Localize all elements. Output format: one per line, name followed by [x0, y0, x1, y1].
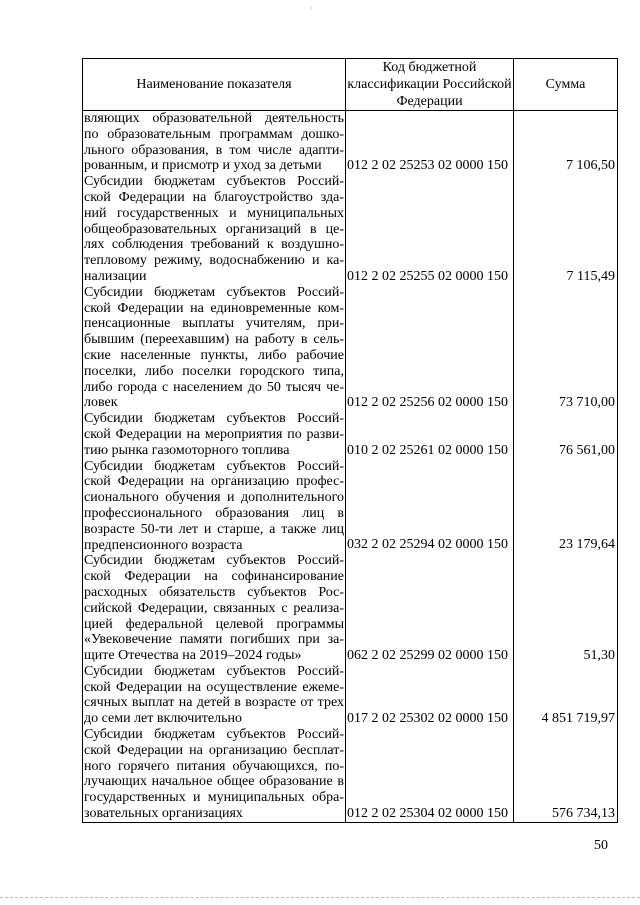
indicator-name [83, 459, 346, 554]
indicator-name-line: Субсидии бюджетам субъектов Россий- [84, 553, 344, 569]
indicator-name-line: рованным, и присмотр и уход за детьми [84, 158, 322, 174]
indicator-name-line: поселки, либо поселки городского типа, [84, 363, 344, 379]
indicator-name-line: ской Федерации на благоустройство зда- [84, 189, 344, 205]
table-row [83, 727, 618, 822]
indicator-name-line: ские населенные пункты, либо рабочие [84, 347, 344, 363]
indicator-name-line: профессионального образования лиц в [84, 505, 344, 521]
indicator-name-line: цией федеральной целевой программы [84, 616, 344, 632]
indicator-name-line: ской Федерации на организацию бесплат- [84, 742, 344, 758]
budget-code: 012 2 02 25256 02 0000 150 [346, 285, 514, 411]
indicator-name-line: тепловому режиму, водоснабжению и ка- [84, 253, 344, 269]
budget-code: 017 2 02 25302 02 0000 150 [346, 664, 514, 727]
header-code: Код бюджетной классификации Российской Федерации [347, 60, 512, 109]
indicator-name-line: зовательных организациях [84, 806, 243, 822]
header-name: Наименование показателя [83, 59, 346, 111]
bottom-rule [0, 897, 640, 899]
indicator-name-line: Субсидии бюджетам субъектов Россий- [84, 663, 344, 679]
indicator-name-line: до семи лет включительно [84, 711, 242, 727]
header-sum: Сумма [514, 59, 618, 111]
amount: 4 851 719,97 [514, 664, 618, 727]
amount: 7 115,49 [514, 174, 618, 285]
table-row [83, 285, 618, 411]
amount: 576 734,13 [514, 727, 618, 822]
indicator-name-line: ловек [84, 395, 118, 411]
indicator-name [83, 411, 346, 458]
indicator-name-line: тию рынка газомоторного топлива [84, 442, 290, 458]
indicator-name [83, 174, 346, 285]
indicator-name-line: сячных выплат на детей в возрасте от трех [84, 695, 344, 711]
table-row [83, 411, 618, 458]
indicator-name [83, 285, 346, 411]
indicator-name-line: сийской Федерации, связанных с реализа- [84, 600, 344, 616]
indicator-name-line: ской Федерации на единовременные ком- [84, 300, 344, 316]
indicator-name-line: Субсидии бюджетам субъектов Россий- [84, 727, 344, 743]
budget-code: 012 2 02 25255 02 0000 150 [346, 174, 514, 285]
indicator-name-line: Субсидии бюджетам субъектов Россий- [84, 458, 344, 474]
indicator-name-line: общеобразовательных организаций в це- [84, 221, 344, 237]
indicator-name-line: Субсидии бюджетам субъектов Россий- [84, 174, 344, 190]
table-row [83, 111, 618, 175]
indicator-name [83, 727, 346, 822]
indicator-name-line: лучающих начальное общее образование в [84, 774, 344, 790]
budget-code: 062 2 02 25299 02 0000 150 [346, 553, 514, 664]
indicator-name-line: пенсационные выплаты учителям, при- [84, 316, 344, 332]
amount: 51,30 [514, 553, 618, 664]
amount: 76 561,00 [514, 411, 618, 458]
table-row [83, 174, 618, 285]
page-mark: · [310, 4, 313, 13]
indicator-name-line: государственных и муниципальных обра- [84, 790, 344, 806]
indicator-name-line: ской Федерации на мероприятия по разви- [84, 426, 344, 442]
indicator-name-line: лях соблюдения требований к воздушно- [84, 237, 344, 253]
indicator-name-line: Субсидии бюджетам субъектов Россий- [84, 411, 344, 427]
indicator-name-line: расходных обязательств субъектов Рос- [84, 584, 344, 600]
indicator-name-line: бывшим (переехавшим) на работу в сель- [84, 332, 344, 348]
indicator-name-line: ного горячего питания обучающихся, по- [84, 758, 344, 774]
indicator-name-line: ской Федерации на осуществление ежеме- [84, 679, 344, 695]
budget-table [82, 58, 618, 823]
indicator-name-line: либо города с населением до 50 тысяч че- [84, 379, 344, 395]
page-number: 50 [594, 838, 608, 853]
indicator-name [83, 111, 346, 175]
budget-code: 012 2 02 25304 02 0000 150 [346, 727, 514, 822]
amount: 7 106,50 [514, 111, 618, 175]
indicator-name-line: льного образования, в том числе адапти- [84, 142, 344, 158]
table-row [83, 553, 618, 664]
budget-code: 010 2 02 25261 02 0000 150 [346, 411, 514, 458]
budget-code: 012 2 02 25253 02 0000 150 [346, 111, 514, 175]
indicator-name-line: по образовательным программам дошко- [84, 126, 344, 142]
amount: 73 710,00 [514, 285, 618, 411]
indicator-name-line: ний государственных и муниципальных [84, 205, 344, 221]
indicator-name [83, 553, 346, 664]
table-row [83, 459, 618, 554]
indicator-name-line: предпенсионного возраста [84, 537, 243, 553]
table-header-row [83, 59, 618, 111]
indicator-name-line: вляющих образовательной деятельность [84, 111, 344, 126]
indicator-name-line: нализации [84, 268, 147, 284]
budget-code: 032 2 02 25294 02 0000 150 [346, 459, 514, 554]
table-body [83, 111, 618, 823]
indicator-name [83, 664, 346, 727]
indicator-name-line: Субсидии бюджетам субъектов Россий- [84, 284, 344, 300]
indicator-name-line: «Увековечение памяти погибших при за- [84, 632, 344, 648]
table-row [83, 664, 618, 727]
indicator-name-line: сионального обучения и дополнительного [84, 490, 344, 506]
amount: 23 179,64 [514, 459, 618, 554]
indicator-name-line: щите Отечества на 2019–2024 годы» [84, 648, 302, 664]
indicator-name-line: ской Федерации на организацию профес- [84, 474, 344, 490]
indicator-name-line: ской Федерации на софинансирование [84, 569, 344, 585]
indicator-name-line: возрасте 50-ти лет и старше, а также лиц [84, 521, 344, 537]
